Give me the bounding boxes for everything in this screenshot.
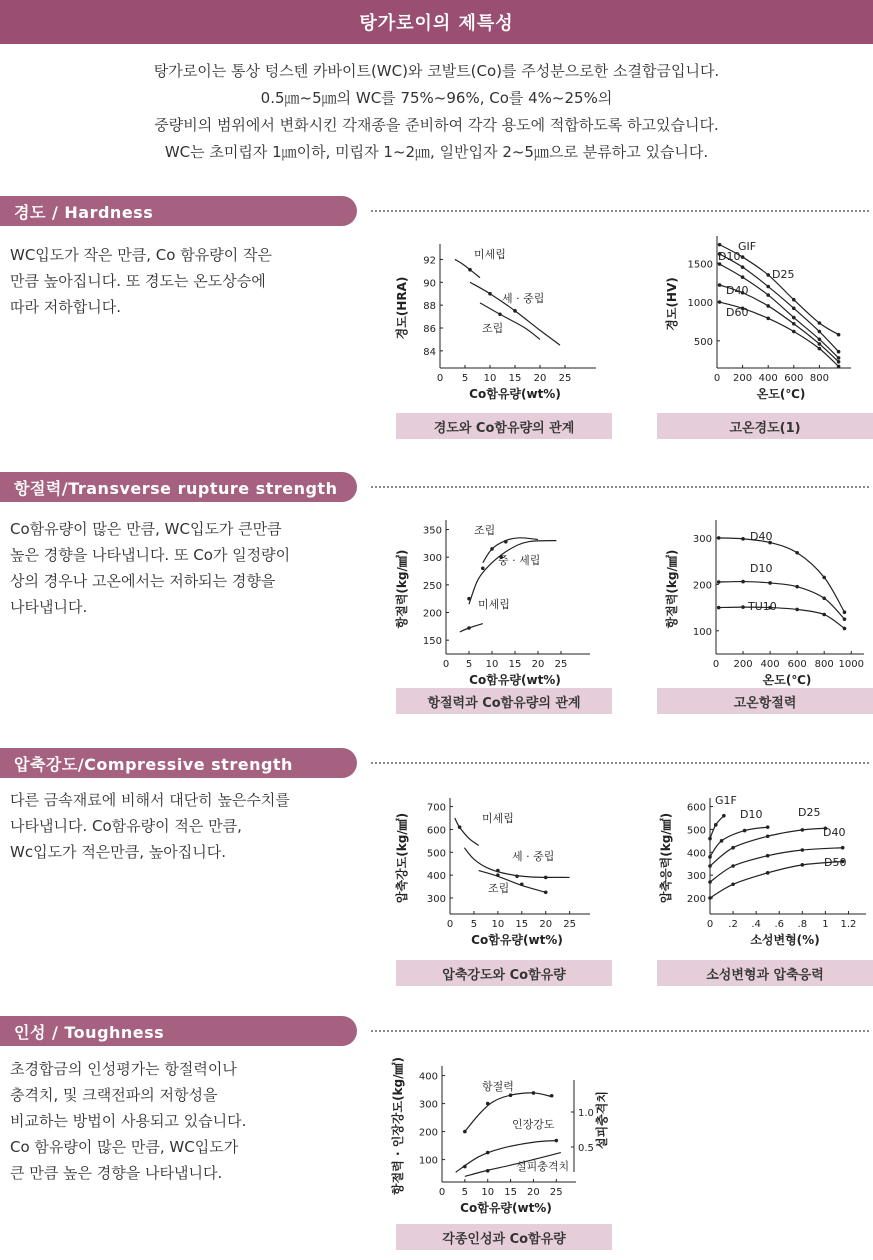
data-point xyxy=(718,283,722,287)
x-tick-label: 200 xyxy=(733,373,753,384)
data-point xyxy=(708,864,712,868)
y-tick-label: 1000 xyxy=(687,298,713,310)
chart-caption: 항절력과 Co함유량의 관계 xyxy=(396,688,612,714)
data-point xyxy=(741,537,745,541)
x-tick-label: 0 xyxy=(706,919,714,930)
data-point xyxy=(741,275,745,279)
y-tick-label: 500 xyxy=(693,336,713,348)
text-line: 나타냅니다. xyxy=(10,598,88,616)
data-point xyxy=(496,869,500,873)
series-line xyxy=(710,816,724,839)
section-text-hardness xyxy=(10,242,360,320)
y2-tick-label: 1.0 xyxy=(578,1108,594,1119)
y-tick-label: 500 xyxy=(426,848,446,860)
data-point xyxy=(532,1091,536,1095)
y-tick-label: 84 xyxy=(423,346,436,358)
series-label: 미세립 xyxy=(474,248,506,261)
data-point xyxy=(818,337,822,341)
data-point xyxy=(550,1094,554,1098)
y-tick-label: 600 xyxy=(686,802,706,814)
text-line: 상의 경우나 고온에서는 저하되는 경향을 xyxy=(10,572,276,590)
x-tick-label: 1 xyxy=(822,919,829,930)
chart-plastic-deformation xyxy=(660,790,870,950)
data-point xyxy=(544,876,548,880)
series-label: 세 · 중립 xyxy=(512,850,555,863)
y-tick-label: 200 xyxy=(686,894,706,905)
x-tick-label: 0 xyxy=(713,373,721,384)
series-label: 인장강도 xyxy=(512,1118,555,1131)
series-line xyxy=(455,259,480,277)
chart-caption: 소성변형과 압축응력 xyxy=(657,960,873,986)
chart-svg xyxy=(660,236,870,406)
series-line xyxy=(460,624,483,632)
x-tick-label: 200 xyxy=(733,659,753,670)
series-label: 미세립 xyxy=(478,598,510,611)
y-axis-label: 압축응력(kg/㎟) xyxy=(659,812,673,904)
y-tick-label: 100 xyxy=(418,1155,438,1167)
x-tick-label: 20 xyxy=(533,373,547,384)
x-tick-label: 20 xyxy=(527,1187,540,1198)
text-line: 비교하는 방법이 사용되고 있습니다. xyxy=(10,1112,247,1130)
data-point xyxy=(843,627,847,631)
data-point xyxy=(490,547,494,551)
section-text-compressive xyxy=(10,787,360,865)
data-point xyxy=(741,605,745,609)
x-tick-label: 400 xyxy=(760,659,780,670)
data-point xyxy=(515,874,519,878)
intro-line: WC는 초미립자 1㎛이하, 미립자 1~2㎛, 일반입자 2~5㎛으로 분류하고 있습니다. xyxy=(164,143,709,161)
series-label: D50 xyxy=(824,856,847,869)
x-tick-label: .6 xyxy=(774,919,785,930)
data-point xyxy=(837,365,841,369)
y-tick-label: 400 xyxy=(426,871,446,883)
x-tick-label: 15 xyxy=(504,1187,517,1198)
data-point xyxy=(837,333,841,337)
chart-svg xyxy=(390,236,600,406)
data-point xyxy=(837,350,841,354)
data-point xyxy=(766,273,770,277)
data-point xyxy=(504,540,508,544)
data-point xyxy=(822,576,826,580)
x-axis-label: Co함유량(wt%) xyxy=(460,1201,552,1215)
data-point xyxy=(766,825,770,829)
section-divider xyxy=(371,762,869,764)
series-line xyxy=(455,818,479,845)
data-point xyxy=(720,839,724,843)
section-divider xyxy=(371,1030,869,1032)
y-tick-label: 200 xyxy=(692,580,712,592)
data-point xyxy=(714,823,718,827)
x-tick-label: 5 xyxy=(461,1187,469,1198)
chart-caption: 압축강도와 Co함유량 xyxy=(396,960,612,986)
data-point xyxy=(496,873,500,877)
text-line: 나타냅니다. Co함유량이 적은 만큼, xyxy=(10,817,242,835)
data-point xyxy=(841,846,845,850)
chart-caption: 각종인성과 Co함유량 xyxy=(396,1224,612,1250)
data-point xyxy=(544,890,548,894)
intro-line: 탕가로이는 통상 텅스텐 카바이트(WC)와 코발트(Co)를 주성분으로한 소결합금입니다. xyxy=(153,62,720,80)
data-point xyxy=(717,536,721,540)
series-line xyxy=(710,828,825,866)
y-tick-label: 250 xyxy=(422,580,442,592)
chart-svg xyxy=(660,512,870,687)
data-point xyxy=(463,1165,467,1169)
data-point xyxy=(795,551,799,555)
data-point xyxy=(822,613,826,617)
text-line: Co함유량이 많은 만큼, WC입도가 큰만큼 xyxy=(10,520,282,538)
data-point xyxy=(792,306,796,310)
y-axis-label: 항절력(kg/㎟) xyxy=(395,549,409,629)
text-line: 따라 저하합니다. xyxy=(10,298,121,316)
chart-hot-hardness xyxy=(660,236,870,406)
x-tick-label: 0 xyxy=(436,373,444,384)
y-tick-label: 200 xyxy=(422,608,442,620)
series-label: 항절력 xyxy=(482,1080,514,1093)
x-tick-label: 1.2 xyxy=(840,919,857,930)
data-point xyxy=(488,292,492,296)
chart-caption: 경도와 Co함유량의 관계 xyxy=(396,413,612,439)
x-tick-label: 5 xyxy=(465,659,473,670)
x-tick-label: 25 xyxy=(549,1187,563,1198)
series-label: D25 xyxy=(772,268,795,281)
y-tick-label: 500 xyxy=(686,825,706,837)
y-tick-label: 350 xyxy=(422,525,442,537)
series-label: D10 xyxy=(750,562,773,575)
data-point xyxy=(486,1102,490,1106)
data-point xyxy=(792,298,796,302)
y-tick-label: 300 xyxy=(422,553,442,565)
data-point xyxy=(801,848,805,852)
x-tick-label: 5 xyxy=(461,373,469,384)
y-axis-label: 항절력(kg/㎟) xyxy=(665,549,679,629)
data-point xyxy=(766,285,770,289)
chart-caption: 고온항절력 xyxy=(657,688,873,714)
x-axis-label: Co함유량(wt%) xyxy=(469,387,561,401)
data-point xyxy=(718,243,722,247)
series-label: D40 xyxy=(750,530,773,543)
text-line: 높은 경향을 나타냅니다. 또 Co가 일정량이 xyxy=(10,546,291,564)
data-point xyxy=(481,566,485,570)
section-text-toughness xyxy=(10,1056,360,1186)
y-tick-label: 400 xyxy=(418,1071,438,1083)
y-tick-label: 1500 xyxy=(687,259,713,271)
data-point xyxy=(520,882,524,886)
data-point xyxy=(837,356,841,360)
data-point xyxy=(743,829,747,833)
section-heading-rupture: 항절력/Transverse rupture strength xyxy=(0,472,357,502)
data-point xyxy=(768,581,772,585)
series-line xyxy=(710,861,843,898)
data-point xyxy=(801,863,805,867)
intro-line: 중량비의 범위에서 변화시킨 각재종을 준비하여 각각 용도에 적합하도록 하고있습니다. xyxy=(154,116,719,134)
y-tick-label: 300 xyxy=(686,871,706,883)
x-tick-label: 0 xyxy=(446,919,454,930)
data-point xyxy=(741,580,745,584)
data-point xyxy=(509,1093,513,1097)
y-tick-label: 100 xyxy=(692,626,712,638)
page-title: 탕가로이의 제특성 xyxy=(0,0,873,44)
x-tick-label: 25 xyxy=(563,919,577,930)
data-point xyxy=(718,300,722,304)
data-point xyxy=(708,880,712,884)
data-point xyxy=(766,317,770,321)
series-label: 중 · 세립 xyxy=(498,554,541,567)
x-tick-label: 600 xyxy=(784,373,804,384)
series-label: D10 xyxy=(718,250,741,263)
series-label: D60 xyxy=(726,306,749,319)
series-label: 조립 xyxy=(488,882,510,895)
series-label: 미세립 xyxy=(482,812,514,825)
data-point xyxy=(792,322,796,326)
data-point xyxy=(843,610,847,614)
data-point xyxy=(741,255,745,259)
data-point xyxy=(822,596,826,600)
data-point xyxy=(731,864,735,868)
data-point xyxy=(554,1139,558,1143)
y-axis-label: 경도(HV) xyxy=(665,277,679,331)
x-tick-label: 15 xyxy=(508,373,522,384)
series-line xyxy=(469,541,556,605)
x-tick-label: 1000 xyxy=(838,659,864,670)
y-tick-label: 600 xyxy=(426,825,446,837)
text-line: 다른 금속재료에 비해서 대단히 높은수치를 xyxy=(10,791,290,809)
x-tick-label: 20 xyxy=(531,659,545,670)
chart-hot-rupture xyxy=(660,512,870,687)
data-point xyxy=(766,304,770,308)
series-line xyxy=(710,827,768,857)
series-label: D25 xyxy=(798,806,821,819)
y-tick-label: 300 xyxy=(692,533,712,545)
x-tick-label: 800 xyxy=(809,373,829,384)
x-tick-label: 800 xyxy=(814,659,834,670)
data-point xyxy=(731,882,735,886)
section-heading-hardness: 경도 / Hardness xyxy=(0,196,357,226)
x-tick-label: 10 xyxy=(483,373,497,384)
chart-svg xyxy=(390,1057,609,1218)
text-line: 만큼 높아집니다. 또 경도는 온도상승에 xyxy=(10,272,266,290)
data-point xyxy=(801,828,805,832)
y-tick-label: 150 xyxy=(422,636,442,648)
data-point xyxy=(486,1169,490,1173)
x-tick-label: 15 xyxy=(508,659,522,670)
data-point xyxy=(818,342,822,346)
data-point xyxy=(708,837,712,841)
data-point xyxy=(467,597,471,601)
chart-caption: 고온경도(1) xyxy=(657,413,873,439)
y-tick-label: 88 xyxy=(423,301,436,313)
data-point xyxy=(708,896,712,900)
y-tick-label: 200 xyxy=(418,1127,438,1139)
chart-svg xyxy=(660,790,870,950)
y-axis-label: 경도(HRA) xyxy=(395,276,409,340)
series-line xyxy=(719,607,845,628)
series-label: TU10 xyxy=(748,600,777,613)
x-tick-label: 10 xyxy=(485,659,499,670)
x-tick-label: 5 xyxy=(470,919,478,930)
data-point xyxy=(818,321,822,325)
x-tick-label: 0 xyxy=(712,659,720,670)
data-point xyxy=(795,585,799,589)
data-point xyxy=(818,347,822,351)
x-tick-label: 600 xyxy=(787,659,807,670)
intro-paragraph xyxy=(0,58,873,166)
y-tick-label: 90 xyxy=(423,278,436,290)
data-point xyxy=(486,1151,490,1155)
data-point xyxy=(741,265,745,269)
x-axis-label: 온도(℃) xyxy=(762,673,812,687)
text-line: 충격치, 및 크랙전파의 저항성을 xyxy=(10,1086,218,1104)
data-point xyxy=(467,626,471,630)
series-label: D10 xyxy=(740,808,763,821)
y2-axis-label: 설피충격치 xyxy=(595,1091,609,1149)
chart-rupture-co xyxy=(390,512,600,687)
data-point xyxy=(795,608,799,612)
data-point xyxy=(766,834,770,838)
text-line: Co 함유량이 많은 만큼, WC입도가 xyxy=(10,1138,239,1156)
x-axis-label: 소성변형(%) xyxy=(750,933,820,947)
chart-svg xyxy=(390,512,600,687)
x-tick-label: 0 xyxy=(442,659,450,670)
series-label: D40 xyxy=(726,284,749,297)
text-line: Wc입도가 적은만큼, 높아집니다. xyxy=(10,843,227,861)
text-line: 초경합금의 인성평가는 항절력이나 xyxy=(10,1060,237,1078)
y2-tick-label: 0.5 xyxy=(578,1143,594,1154)
x-tick-label: 15 xyxy=(515,919,529,930)
data-point xyxy=(766,871,770,875)
x-axis-label: Co함유량(wt%) xyxy=(469,673,561,687)
x-tick-label: .4 xyxy=(751,919,761,930)
data-point xyxy=(717,606,721,610)
data-point xyxy=(766,293,770,297)
data-point xyxy=(458,825,462,829)
data-point xyxy=(792,330,796,334)
x-tick-label: 400 xyxy=(758,373,778,384)
data-point xyxy=(731,846,735,850)
y-axis-label: 항절력 · 인장강도(kg/㎟) xyxy=(391,1057,405,1195)
y-tick-label: 400 xyxy=(686,848,706,860)
data-point xyxy=(468,268,472,272)
data-point xyxy=(766,854,770,858)
text-line: 큰 만큼 높은 경향을 나타냅니다. xyxy=(10,1164,223,1182)
series-label: 조립 xyxy=(474,524,496,537)
text-line: WC입도가 작은 만큼, Co 함유량이 작은 xyxy=(10,246,272,264)
chart-hardness-co xyxy=(390,236,600,406)
y-tick-label: 300 xyxy=(418,1099,438,1111)
x-tick-label: 10 xyxy=(491,919,505,930)
data-point xyxy=(717,580,721,584)
data-point xyxy=(513,309,517,313)
x-tick-label: 20 xyxy=(539,919,553,930)
section-divider xyxy=(371,210,869,212)
chart-toughness-co xyxy=(390,1057,609,1218)
series-label: D40 xyxy=(823,826,846,839)
section-text-rupture xyxy=(10,516,360,620)
data-point xyxy=(722,814,726,818)
x-tick-label: 25 xyxy=(558,373,572,384)
series-line xyxy=(719,538,845,612)
section-divider xyxy=(371,486,869,488)
y-tick-label: 700 xyxy=(426,802,446,814)
series-label: 세 · 중립 xyxy=(502,292,545,305)
series-label: G1F xyxy=(715,794,737,807)
chart-svg xyxy=(390,790,600,950)
x-tick-label: .2 xyxy=(728,919,738,930)
y-axis-label: 압축강도(kg/㎟) xyxy=(395,812,409,904)
y-tick-label: 92 xyxy=(423,255,436,267)
x-tick-label: 25 xyxy=(554,659,568,670)
series-line xyxy=(710,848,843,882)
data-point xyxy=(792,316,796,320)
chart-compressive-co xyxy=(390,790,600,950)
series-label: 조립 xyxy=(482,322,504,335)
data-point xyxy=(463,1130,467,1134)
data-point xyxy=(843,617,847,621)
y-tick-label: 86 xyxy=(423,324,436,335)
series-label: 설피충격치 xyxy=(516,1160,570,1173)
x-axis-label: Co함유량(wt%) xyxy=(471,933,563,947)
x-tick-label: 0 xyxy=(438,1187,446,1198)
y-tick-label: 300 xyxy=(426,894,446,905)
data-point xyxy=(498,312,502,316)
x-tick-label: .8 xyxy=(797,919,808,930)
x-axis-label: 온도(℃) xyxy=(756,387,806,401)
data-point xyxy=(837,360,841,364)
section-heading-compressive: 압축강도/Compressive strength xyxy=(0,748,357,778)
series-label: GIF xyxy=(738,240,757,253)
intro-line: 0.5㎛~5㎛의 WC를 75%~96%, Co를 4%~25%의 xyxy=(260,89,613,107)
section-heading-toughness: 인성 / Toughness xyxy=(0,1016,357,1046)
x-tick-label: 10 xyxy=(481,1187,495,1198)
data-point xyxy=(818,330,822,334)
data-point xyxy=(708,855,712,859)
